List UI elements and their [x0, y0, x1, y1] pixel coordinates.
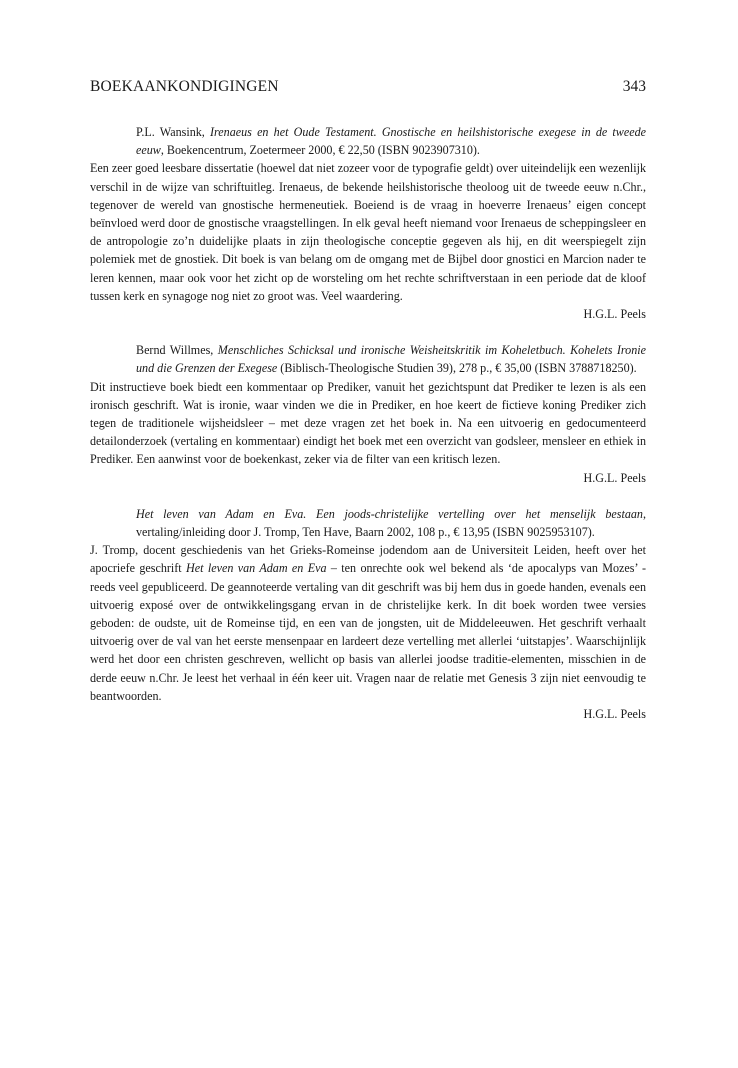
citation-publication: (Biblisch-Theologische Studien 39), 278 p., € 35,00 (ISBN 3788718250). [277, 361, 637, 376]
citation-title: Menschliches Schicksal und ironische Weisheitskritik im Koheletbuch. Kohelets Ironie und die Grenzen der Exegese [136, 343, 646, 376]
citation-title: Het leven van Adam en Eva. Een joods-christelijke vertelling over het menselijk bestaan [136, 506, 643, 521]
citation-author: Bernd Willmes, [136, 343, 218, 358]
reviewer-name: H.G.L. Peels [583, 707, 646, 722]
citation-publication: , vertaling/inleiding door J. Tromp, Ten Have, Baarn 2002, 108 p., € 13,95 (ISBN 9025953107). [136, 506, 646, 540]
reviewer-name: H.G.L. Peels [583, 470, 646, 485]
page-number: 343 [622, 78, 646, 95]
reviews-section [90, 123, 646, 723]
book-citation [90, 505, 646, 541]
review-text: Een zeer goed leesbare dissertatie (hoewel dat niet zozeer voor de typografie geldt) over uiteindelijk een wezenlijk verschil in de wijze van schriftuitleg. Irenaeus, de bekende heilshistorische theoloog uit de tweede eeuw n.Chr., tegenover de wereld van gnostische hermeneutiek. Boeiend is de vraag in hoeverre Irenaeus’ eigen concept beïnvloed werd door de gnostische vraagstellingen. In elk geval heeft niemand voor Irenaeus de scheppingsleer en de antropologie zo’n duidelijke plaats in zijn theologische conceptie gegeven als hij, en dit weerspiegelt zijn polemiek met de gnostiek. Dit boek is van belang om de omgang met de Bijbel door gnostici en Marcion nader te leren kennen, maar ook voor het zicht op de worsteling om het rechte schriftverstaan in een periode dat de kloof tussen kerk en synagoge nog niet zo groot was. Veel waardering. [90, 161, 646, 303]
citation-publication: , Boekencentrum, Zoetermeer 2000, € 22,50 (ISBN 9023907310). [160, 143, 480, 158]
book-review [90, 123, 646, 323]
review-text-part: – ten onrechte ook wel bekend als ‘de apocalyps van Mozes’ - reeds veel gepubliceerd. De geannoteerde vertaling van dit geschrift was bij hem dus in goede handen, evenals een uitvoerig exposé over de ontwikkelingsgang ervan in de christelijke kerk. In dit boek worden twee versies geboden: de oudste, uit de Romeinse tijd, en een van de jongsten, uit de Middeleeuwen. Het geschrift verhaalt uitvoerig over de val van het eerste mensenpaar en lardeert deze vertelling met allerlei ‘uitstapjes’. Waarschijnlijk werd het door een christen geschreven, wellicht op basis van allerlei joodse traditie-elementen, misschien in de derde eeuw n.Chr. Je leest het verhaal in één keer uit. Vragen naar de relatie met Genesis 3 zijn niet eenvoudig te beantwoorden. [90, 561, 646, 703]
review-text [90, 541, 646, 705]
book-citation [90, 341, 646, 377]
book-citation [90, 123, 646, 159]
review-text-italic-title: Het leven van Adam en Eva [186, 561, 327, 576]
book-review [90, 341, 646, 487]
citation-author: P.L. Wansink, [136, 125, 211, 139]
citation-title: Irenaeus en het Oude Testament. Gnostische en heilshistorische exegese in de tweede eeuw [136, 125, 646, 158]
review-text-part: J. Tromp, docent geschiedenis van het Grieks-Romeinse jodendom aan de Universiteit Leiden, heeft over het apocriefe geschrift [90, 543, 646, 576]
running-header [90, 78, 646, 100]
section-title: BOEKAANKONDIGINGEN [90, 78, 279, 95]
book-review [90, 505, 646, 723]
reviewer-name: H.G.L. Peels [583, 307, 646, 322]
review-text: Dit instructieve boek biedt een kommentaar op Prediker, vanuit het gezichtspunt dat Prediker te lezen is als een ironisch geschrift. Wat is ironie, waar vinden we die in Prediker, en hoe keert de fictieve koning Prediker zich tegen de traditionele wijsheidsleer – met deze vragen zet het boek in. Na een uitvoerig en gedocumenteerd detailonderzoek (vertaling en kommentaar) eindigt het boek met een overzicht van godsleer, mensleer en ethiek in Prediker. Een aanwinst voor de boekenkast, zeker via de filter van een kritisch lezen. [90, 379, 646, 467]
